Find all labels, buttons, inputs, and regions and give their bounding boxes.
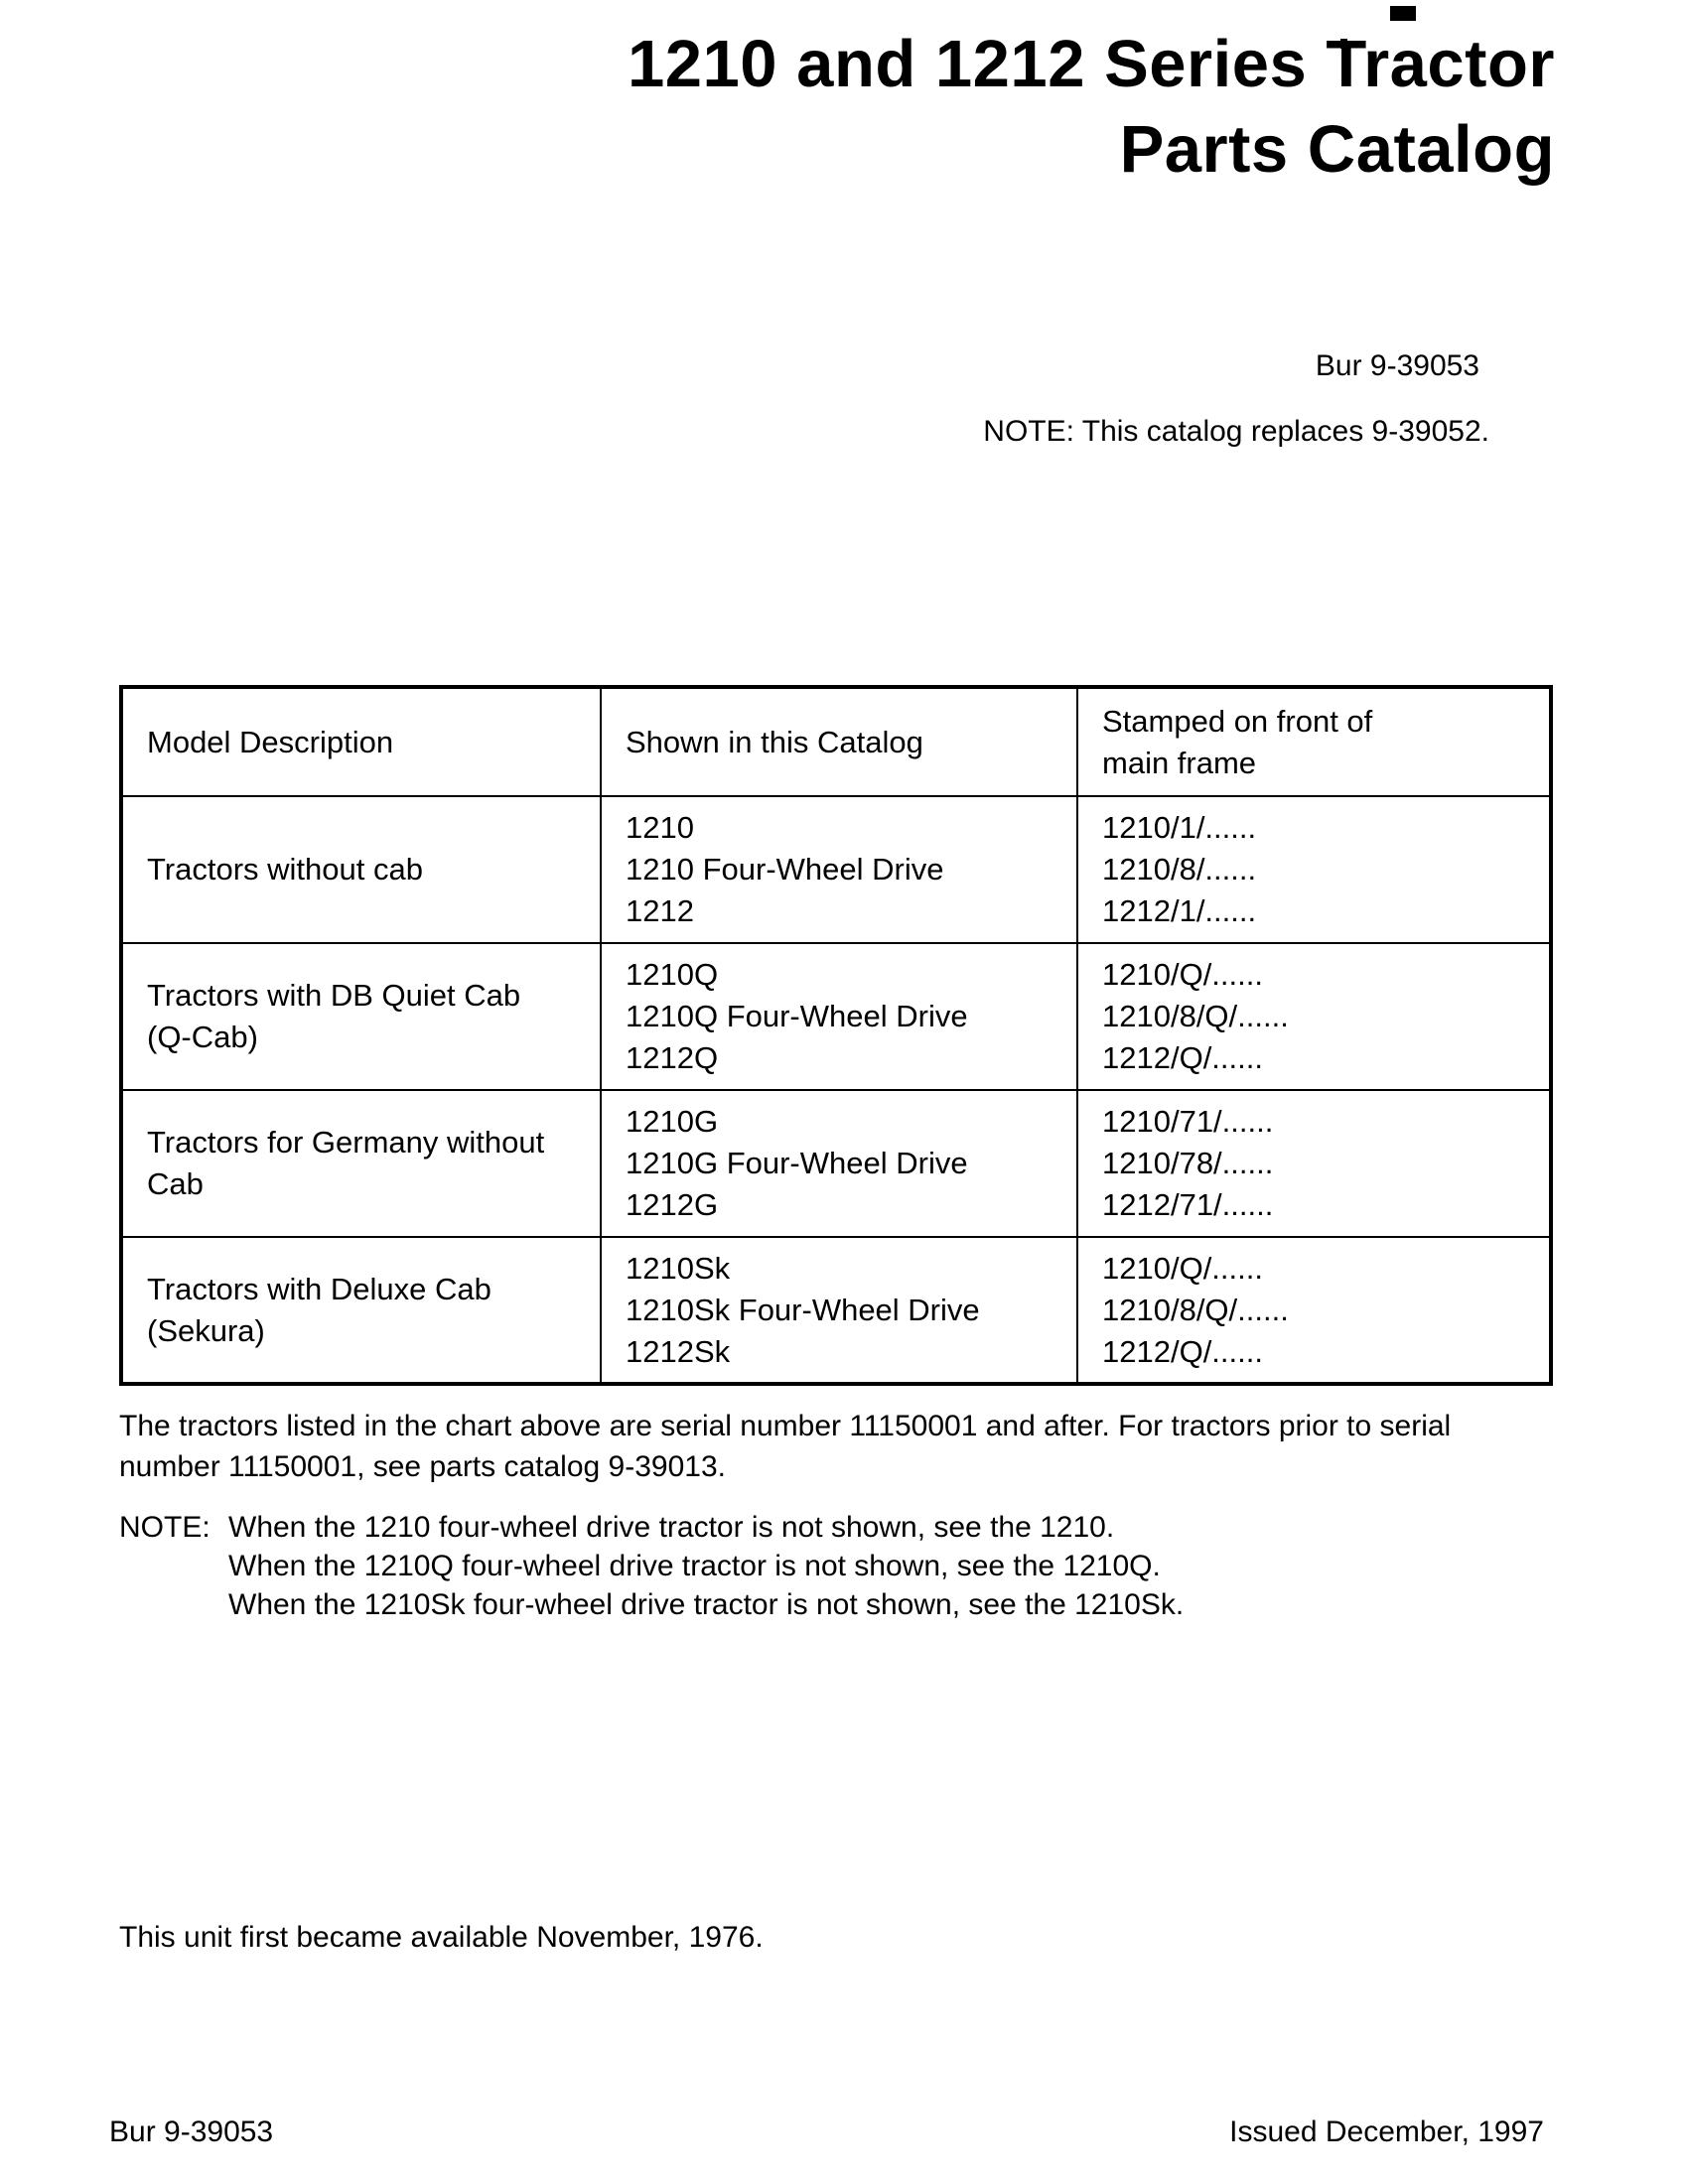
cell-shown-in-catalog — [601, 1090, 1077, 1237]
text-line: Cab — [147, 1166, 204, 1201]
text-line: 1212G — [626, 1187, 719, 1222]
serial-number-paragraph — [119, 1406, 1451, 1487]
table-row — [121, 1090, 1551, 1237]
document-number: Bur 9-39053 — [1315, 349, 1479, 382]
replaces-note: NOTE: This catalog replaces 9-39052. — [983, 415, 1489, 448]
text-line: 1210Q Four-Wheel Drive — [626, 999, 968, 1033]
column-header-shown-in-catalog — [601, 687, 1077, 796]
cell-stamped-on-frame — [1077, 1090, 1551, 1237]
text-line: 1210Sk — [626, 1250, 731, 1286]
model-table — [119, 685, 1553, 1386]
text-line: number 11150001, see parts catalog 9-39013. — [119, 1450, 726, 1483]
text-line: 1210 — [626, 810, 694, 845]
cell-stamped-on-frame — [1077, 796, 1551, 943]
text-line: 1212/1/...... — [1102, 893, 1257, 928]
cell-stamped-on-frame — [1077, 943, 1551, 1090]
table-row — [121, 1237, 1551, 1384]
text-line: 1210/78/...... — [1102, 1146, 1274, 1180]
text-line: Tractors without cab — [147, 852, 423, 887]
page-title-line2: Parts Catalog — [1119, 112, 1555, 187]
note-lines — [228, 1508, 1184, 1624]
text-line: 1212/Q/...... — [1102, 1040, 1263, 1075]
cell-model-description — [121, 943, 601, 1090]
cell-model-description — [121, 796, 601, 943]
text-line: (Sekura) — [147, 1312, 265, 1348]
text-line: Tractors for Germany without — [147, 1125, 545, 1160]
table-row — [121, 796, 1551, 943]
text-line: main frame — [1102, 745, 1257, 780]
page-title — [628, 22, 1555, 193]
text-line: 1210/Q/...... — [1102, 957, 1263, 992]
text-line: 1210G — [626, 1104, 719, 1139]
text-line: The tractors listed in the chart above are serial number 11150001 and after. For tractors prior to serial — [119, 1410, 1452, 1442]
note-label: NOTE: — [119, 1511, 210, 1544]
cell-shown-in-catalog — [601, 1237, 1077, 1384]
cell-stamped-on-frame — [1077, 1237, 1551, 1384]
text-line: Tractors with DB Quiet Cab — [147, 978, 521, 1013]
text-line: Tractors with Deluxe Cab — [147, 1271, 491, 1306]
text-line: (Q-Cab) — [147, 1020, 258, 1054]
text-line: When the 1210Sk four-wheel drive tractor is not shown, see the 1210Sk. — [228, 1588, 1185, 1621]
note-block — [119, 1508, 1184, 1624]
text-line: When the 1210Q four-wheel drive tractor is not shown, see the 1210Q. — [228, 1550, 1161, 1582]
text-line: 1210/8/Q/...... — [1102, 999, 1289, 1033]
page-title-line1: 1210 and 1212 Series Tractor — [628, 27, 1555, 101]
text-line: 1210/8/...... — [1102, 852, 1257, 887]
text-line: 1210/71/...... — [1102, 1104, 1274, 1139]
text-line: 1210Sk Four-Wheel Drive — [626, 1292, 980, 1327]
text-line: 1210G Four-Wheel Drive — [626, 1146, 968, 1180]
footer-document-number: Bur 9-39053 — [109, 2116, 274, 2148]
footer-issue-date: Issued December, 1997 — [1229, 2116, 1544, 2148]
text-line: Stamped on front of — [1102, 703, 1373, 739]
cell-shown-in-catalog — [601, 943, 1077, 1090]
text-line: When the 1210 four-wheel drive tractor is not shown, see the 1210. — [228, 1511, 1115, 1544]
text-line: 1210Q — [626, 957, 719, 992]
cell-model-description — [121, 1090, 601, 1237]
availability-statement: This unit first became available November, 1976. — [119, 1921, 764, 1954]
table-row — [121, 943, 1551, 1090]
text-line: 1210/1/...... — [1102, 810, 1257, 845]
column-header-stamped-on-frame — [1077, 687, 1551, 796]
text-line: 1212/71/...... — [1102, 1187, 1274, 1222]
text-line: 1212Sk — [626, 1333, 731, 1369]
text-line: 1212Q — [626, 1040, 719, 1075]
cell-shown-in-catalog — [601, 796, 1077, 943]
scan-speck — [1390, 6, 1416, 21]
text-line: 1210/Q/...... — [1102, 1250, 1263, 1286]
text-line: 1212/Q/...... — [1102, 1333, 1263, 1369]
text-line: Model Description — [147, 724, 394, 759]
text-line: Shown in this Catalog — [626, 724, 923, 759]
cell-model-description — [121, 1237, 601, 1384]
text-line: 1210 Four-Wheel Drive — [626, 852, 944, 887]
text-line: 1212 — [626, 893, 694, 928]
table-header-row — [121, 687, 1551, 796]
column-header-model-description — [121, 687, 601, 796]
text-line: 1210/8/Q/...... — [1102, 1292, 1289, 1327]
